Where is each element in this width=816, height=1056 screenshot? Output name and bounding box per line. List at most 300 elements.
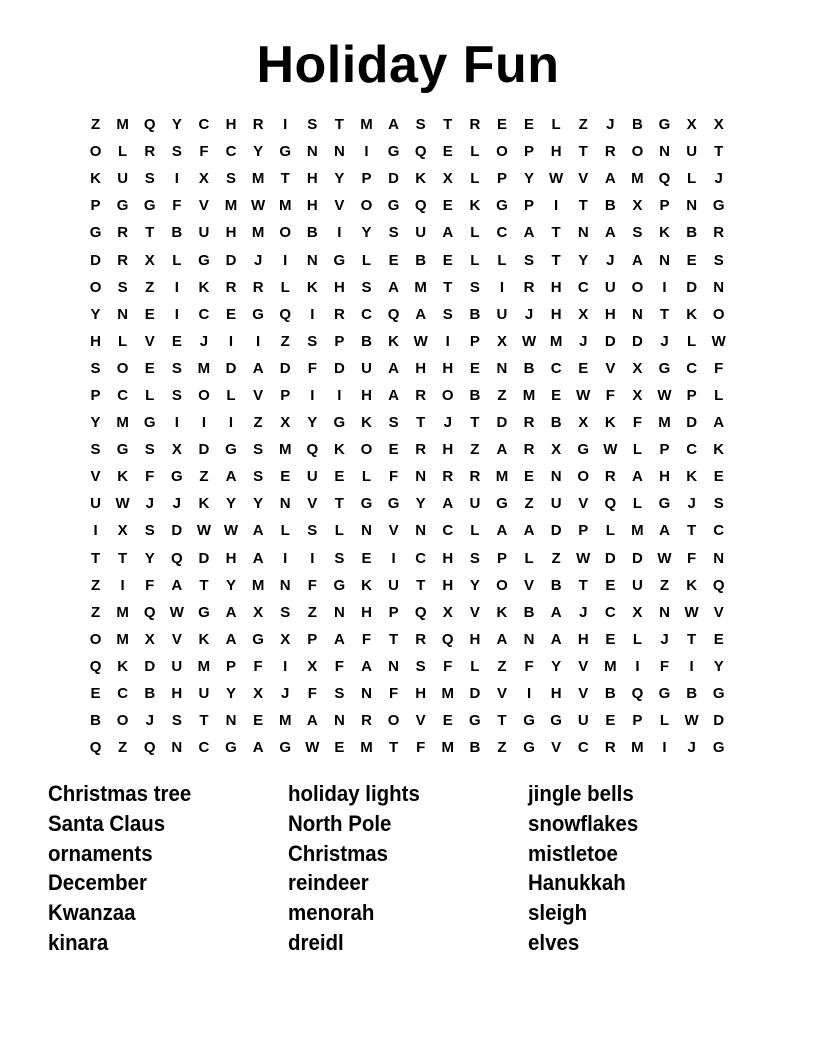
grid-cell[interactable]: R	[523, 278, 535, 296]
grid-cell[interactable]: A	[713, 414, 725, 432]
grid-cell[interactable]: G	[658, 495, 671, 513]
grid-cell[interactable]: K	[361, 414, 372, 432]
grid-cell[interactable]: C	[496, 224, 508, 242]
grid-cell[interactable]: I	[283, 549, 288, 567]
grid-cell[interactable]: Y	[226, 685, 237, 703]
grid-cell[interactable]: J	[579, 332, 588, 350]
grid-cell[interactable]: E	[280, 468, 291, 486]
grid-cell[interactable]: N	[171, 739, 183, 757]
grid-cell[interactable]: H	[604, 305, 616, 323]
grid-cell[interactable]: N	[333, 712, 345, 730]
grid-cell[interactable]: E	[551, 386, 562, 404]
grid-cell[interactable]: D	[279, 359, 291, 377]
grid-cell[interactable]: F	[388, 468, 399, 486]
grid-cell[interactable]: J	[579, 603, 588, 621]
grid-cell[interactable]: C	[550, 359, 562, 377]
grid-cell[interactable]: Y	[253, 495, 264, 513]
grid-cell[interactable]: S	[144, 170, 155, 188]
grid-cell[interactable]: J	[199, 332, 209, 350]
grid-cell[interactable]: S	[524, 251, 535, 269]
grid-cell[interactable]: G	[387, 495, 400, 513]
grid-cell[interactable]: T	[578, 143, 588, 161]
grid-cell[interactable]: Z	[659, 576, 670, 594]
grid-cell[interactable]: V	[551, 739, 562, 757]
grid-cell[interactable]: V	[578, 657, 589, 675]
grid-cell[interactable]: C	[686, 359, 698, 377]
grid-cell[interactable]: E	[90, 685, 101, 703]
grid-cell[interactable]: B	[550, 576, 562, 594]
grid-cell[interactable]: I	[120, 576, 125, 594]
grid-cell[interactable]: C	[604, 603, 616, 621]
grid-cell[interactable]: G	[252, 305, 264, 323]
grid-cell[interactable]: K	[604, 414, 616, 432]
grid-cell[interactable]: W	[413, 332, 428, 350]
grid-cell[interactable]: W	[223, 522, 239, 540]
grid-cell[interactable]: Z	[497, 386, 507, 404]
grid-cell[interactable]: M	[658, 414, 671, 432]
grid-cell[interactable]: G	[658, 685, 671, 703]
grid-cell[interactable]: A	[415, 305, 427, 323]
grid-cell[interactable]: M	[495, 468, 509, 486]
grid-cell[interactable]: T	[551, 251, 561, 269]
grid-cell[interactable]: B	[361, 332, 372, 350]
grid-cell[interactable]: E	[442, 143, 453, 161]
grid-cell[interactable]: S	[171, 712, 182, 730]
grid-cell[interactable]: A	[252, 549, 264, 567]
grid-cell[interactable]: X	[632, 386, 643, 404]
grid-cell[interactable]: W	[684, 603, 699, 621]
grid-cell[interactable]: M	[631, 170, 644, 188]
grid-cell[interactable]: E	[713, 468, 724, 486]
grid-cell[interactable]: S	[144, 441, 155, 459]
grid-cell[interactable]: Y	[226, 495, 237, 513]
grid-cell[interactable]: H	[333, 278, 345, 296]
grid-cell[interactable]: K	[198, 630, 210, 648]
grid-cell[interactable]: Q	[279, 305, 292, 323]
grid-cell[interactable]: N	[496, 359, 508, 377]
grid-cell[interactable]: F	[253, 657, 263, 675]
grid-cell[interactable]: S	[280, 603, 291, 621]
grid-cell[interactable]: I	[174, 414, 179, 432]
grid-cell[interactable]: C	[713, 522, 725, 540]
grid-cell[interactable]: A	[496, 522, 508, 540]
grid-cell[interactable]: K	[686, 305, 698, 323]
grid-cell[interactable]: H	[659, 468, 670, 486]
grid-cell[interactable]: V	[415, 712, 426, 730]
grid-cell[interactable]: T	[199, 576, 209, 594]
grid-cell[interactable]: S	[388, 414, 399, 432]
grid-cell[interactable]: R	[604, 739, 616, 757]
grid-cell[interactable]: M	[360, 739, 373, 757]
grid-cell[interactable]: P	[496, 170, 507, 188]
grid-cell[interactable]: D	[333, 359, 345, 377]
grid-cell[interactable]: O	[496, 576, 508, 594]
grid-cell[interactable]: B	[469, 305, 481, 323]
grid-cell[interactable]: M	[278, 197, 292, 215]
grid-cell[interactable]: F	[388, 685, 399, 703]
grid-cell[interactable]: T	[578, 576, 588, 594]
grid-cell[interactable]: N	[713, 278, 725, 296]
grid-cell[interactable]: M	[360, 116, 373, 134]
grid-cell[interactable]: B	[171, 224, 183, 242]
grid-cell[interactable]: D	[550, 522, 562, 540]
grid-cell[interactable]: G	[550, 712, 562, 730]
grid-cell[interactable]: C	[198, 739, 210, 757]
grid-cell[interactable]: G	[577, 441, 590, 459]
grid-cell[interactable]: H	[550, 305, 562, 323]
grid-cell[interactable]: I	[445, 332, 450, 350]
grid-cell[interactable]: B	[632, 116, 643, 134]
grid-cell[interactable]: T	[280, 170, 290, 188]
grid-cell[interactable]: M	[116, 414, 129, 432]
grid-cell[interactable]: U	[496, 305, 508, 323]
grid-cell[interactable]: M	[631, 739, 644, 757]
grid-cell[interactable]: L	[632, 441, 642, 459]
grid-cell[interactable]: E	[388, 251, 399, 269]
grid-cell[interactable]: N	[279, 495, 291, 513]
grid-cell[interactable]: T	[388, 739, 399, 757]
grid-cell[interactable]: P	[361, 170, 372, 188]
grid-cell[interactable]: B	[604, 685, 616, 703]
grid-cell[interactable]: Z	[524, 495, 534, 513]
grid-cell[interactable]: O	[116, 359, 129, 377]
grid-cell[interactable]: I	[526, 685, 532, 703]
grid-cell[interactable]: S	[469, 549, 480, 567]
grid-cell[interactable]: M	[224, 197, 238, 215]
grid-cell[interactable]: N	[632, 305, 643, 323]
grid-cell[interactable]: I	[662, 739, 667, 757]
grid-cell[interactable]: E	[361, 549, 372, 567]
grid-cell[interactable]: T	[443, 278, 453, 296]
grid-cell[interactable]: O	[89, 143, 102, 161]
grid-cell[interactable]: Y	[144, 549, 155, 567]
grid-cell[interactable]: G	[143, 414, 156, 432]
grid-cell[interactable]: Q	[387, 305, 400, 323]
grid-cell[interactable]: X	[198, 170, 209, 188]
grid-cell[interactable]: F	[524, 657, 534, 675]
grid-cell[interactable]: J	[687, 495, 696, 513]
grid-cell[interactable]: E	[442, 712, 453, 730]
grid-cell[interactable]: A	[225, 603, 237, 621]
grid-cell[interactable]: R	[415, 386, 427, 404]
grid-cell[interactable]: H	[415, 685, 427, 703]
grid-cell[interactable]: H	[550, 278, 562, 296]
grid-cell[interactable]: D	[90, 251, 101, 269]
grid-cell[interactable]: P	[280, 386, 291, 404]
grid-cell[interactable]: Q	[143, 603, 156, 621]
grid-cell[interactable]: O	[631, 143, 644, 161]
grid-cell[interactable]: H	[225, 549, 237, 567]
grid-cell[interactable]: G	[170, 468, 183, 486]
grid-cell[interactable]: D	[604, 332, 616, 350]
grid-cell[interactable]: L	[145, 386, 155, 404]
grid-cell[interactable]: M	[251, 170, 265, 188]
grid-cell[interactable]: U	[171, 657, 183, 675]
grid-cell[interactable]: T	[470, 414, 480, 432]
grid-cell[interactable]: T	[145, 224, 155, 242]
grid-cell[interactable]: I	[635, 657, 640, 675]
grid-cell[interactable]: F	[443, 657, 453, 675]
grid-cell[interactable]: A	[388, 278, 399, 296]
grid-cell[interactable]: V	[496, 685, 507, 703]
grid-cell[interactable]: V	[171, 630, 182, 648]
grid-cell[interactable]: N	[117, 305, 129, 323]
grid-cell[interactable]: R	[415, 441, 427, 459]
grid-cell[interactable]: X	[632, 359, 643, 377]
grid-cell[interactable]: S	[388, 224, 399, 242]
grid-cell[interactable]: J	[172, 495, 181, 513]
grid-cell[interactable]: W	[576, 549, 591, 567]
grid-cell[interactable]: O	[89, 630, 102, 648]
grid-cell[interactable]: L	[118, 332, 128, 350]
grid-cell[interactable]: D	[198, 549, 210, 567]
grid-cell[interactable]: L	[524, 549, 534, 567]
grid-cell[interactable]: N	[361, 685, 372, 703]
grid-cell[interactable]: R	[415, 630, 427, 648]
grid-cell[interactable]: A	[252, 359, 264, 377]
grid-cell[interactable]: X	[632, 603, 643, 621]
grid-cell[interactable]: E	[713, 630, 724, 648]
grid-cell[interactable]: F	[145, 576, 155, 594]
grid-cell[interactable]: O	[89, 278, 102, 296]
grid-cell[interactable]: T	[199, 712, 209, 730]
grid-cell[interactable]: O	[360, 197, 373, 215]
grid-cell[interactable]: E	[388, 441, 399, 459]
grid-cell[interactable]: U	[198, 685, 210, 703]
grid-cell[interactable]: D	[171, 522, 183, 540]
grid-cell[interactable]: T	[334, 116, 344, 134]
grid-cell[interactable]: P	[686, 386, 697, 404]
grid-cell[interactable]: J	[524, 305, 534, 323]
grid-cell[interactable]: Q	[306, 441, 319, 459]
grid-cell[interactable]: U	[306, 468, 318, 486]
grid-cell[interactable]: B	[523, 603, 535, 621]
grid-cell[interactable]: K	[388, 332, 399, 350]
grid-cell[interactable]: A	[388, 386, 399, 404]
grid-cell[interactable]: G	[712, 197, 725, 215]
grid-cell[interactable]: X	[442, 170, 453, 188]
grid-cell[interactable]: I	[554, 197, 559, 215]
grid-cell[interactable]: B	[604, 197, 616, 215]
grid-cell[interactable]: B	[144, 685, 156, 703]
grid-cell[interactable]: W	[657, 386, 672, 404]
grid-cell[interactable]: U	[361, 359, 372, 377]
grid-cell[interactable]: G	[198, 603, 210, 621]
grid-cell[interactable]: C	[442, 522, 454, 540]
grid-cell[interactable]: R	[523, 414, 535, 432]
grid-cell[interactable]: D	[496, 414, 508, 432]
grid-cell[interactable]: R	[252, 278, 264, 296]
grid-cell[interactable]: F	[334, 657, 344, 675]
grid-cell[interactable]: I	[662, 278, 667, 296]
grid-cell[interactable]: S	[442, 305, 453, 323]
grid-cell[interactable]: S	[469, 278, 480, 296]
grid-cell[interactable]: L	[714, 386, 724, 404]
grid-cell[interactable]: D	[198, 441, 210, 459]
grid-cell[interactable]: I	[283, 251, 288, 269]
grid-cell[interactable]: T	[388, 630, 399, 648]
grid-cell[interactable]: E	[524, 468, 535, 486]
grid-cell[interactable]: Q	[170, 549, 183, 567]
grid-cell[interactable]: T	[687, 630, 697, 648]
grid-cell[interactable]: B	[686, 685, 698, 703]
grid-cell[interactable]: C	[117, 386, 129, 404]
grid-cell[interactable]: W	[576, 386, 591, 404]
grid-cell[interactable]: N	[388, 657, 399, 675]
grid-cell[interactable]: A	[659, 522, 670, 540]
grid-cell[interactable]: Z	[118, 739, 128, 757]
grid-cell[interactable]: Z	[497, 739, 507, 757]
grid-cell[interactable]: T	[497, 712, 507, 730]
grid-cell[interactable]: N	[659, 251, 670, 269]
grid-cell[interactable]: C	[577, 278, 589, 296]
grid-cell[interactable]: T	[578, 197, 588, 215]
grid-cell[interactable]: T	[416, 576, 426, 594]
grid-cell[interactable]: J	[281, 685, 290, 703]
grid-cell[interactable]: X	[171, 441, 182, 459]
grid-cell[interactable]: S	[144, 522, 155, 540]
grid-cell[interactable]: N	[577, 224, 589, 242]
grid-cell[interactable]: A	[632, 251, 643, 269]
grid-cell[interactable]: G	[387, 197, 400, 215]
grid-cell[interactable]: N	[415, 468, 427, 486]
grid-cell[interactable]: I	[174, 170, 179, 188]
grid-cell[interactable]: V	[144, 332, 155, 350]
grid-cell[interactable]: D	[686, 414, 698, 432]
grid-cell[interactable]: A	[388, 359, 399, 377]
grid-cell[interactable]: G	[89, 224, 102, 242]
grid-cell[interactable]: R	[469, 468, 481, 486]
grid-cell[interactable]: H	[225, 116, 237, 134]
grid-cell[interactable]: R	[713, 224, 725, 242]
grid-cell[interactable]: W	[521, 332, 537, 350]
grid-cell[interactable]: T	[334, 495, 344, 513]
grid-cell[interactable]: X	[632, 197, 643, 215]
grid-cell[interactable]: E	[144, 305, 155, 323]
grid-cell[interactable]: K	[686, 468, 698, 486]
grid-cell[interactable]: N	[686, 197, 698, 215]
grid-cell[interactable]: A	[604, 170, 616, 188]
grid-cell[interactable]: X	[253, 603, 264, 621]
grid-cell[interactable]: E	[469, 359, 480, 377]
grid-cell[interactable]: V	[469, 603, 480, 621]
grid-cell[interactable]: F	[714, 359, 724, 377]
grid-cell[interactable]: T	[659, 305, 670, 323]
grid-cell[interactable]: K	[415, 170, 427, 188]
grid-cell[interactable]: V	[578, 170, 589, 188]
grid-cell[interactable]: N	[306, 251, 318, 269]
grid-cell[interactable]: U	[388, 576, 399, 594]
grid-cell[interactable]: F	[632, 414, 642, 432]
grid-cell[interactable]: A	[550, 603, 562, 621]
grid-cell[interactable]: A	[550, 630, 562, 648]
grid-cell[interactable]: W	[711, 332, 726, 350]
grid-cell[interactable]: Z	[90, 116, 101, 134]
grid-cell[interactable]: H	[361, 603, 372, 621]
grid-cell[interactable]: I	[391, 549, 396, 567]
grid-cell[interactable]: O	[116, 712, 129, 730]
grid-cell[interactable]: U	[632, 576, 643, 594]
grid-cell[interactable]: F	[605, 386, 615, 404]
grid-cell[interactable]: I	[310, 549, 315, 567]
grid-cell[interactable]: W	[684, 712, 699, 730]
grid-cell[interactable]: L	[470, 522, 480, 540]
grid-cell[interactable]: B	[469, 386, 481, 404]
grid-cell[interactable]: G	[279, 739, 292, 757]
grid-cell[interactable]: P	[307, 630, 318, 648]
grid-cell[interactable]: G	[333, 251, 346, 269]
grid-cell[interactable]: J	[606, 116, 615, 134]
grid-cell[interactable]: M	[197, 359, 211, 377]
grid-cell[interactable]: E	[686, 251, 697, 269]
grid-cell[interactable]: I	[228, 332, 234, 350]
grid-cell[interactable]: E	[605, 712, 616, 730]
grid-cell[interactable]: L	[334, 522, 344, 540]
grid-cell[interactable]: U	[415, 224, 427, 242]
grid-cell[interactable]: F	[307, 685, 317, 703]
grid-cell[interactable]: B	[306, 224, 318, 242]
grid-cell[interactable]: R	[225, 278, 237, 296]
grid-cell[interactable]: P	[496, 549, 507, 567]
grid-cell[interactable]: M	[251, 576, 265, 594]
grid-cell[interactable]: Y	[524, 170, 535, 188]
grid-cell[interactable]: N	[550, 468, 562, 486]
grid-cell[interactable]: X	[144, 630, 155, 648]
grid-cell[interactable]: W	[305, 739, 320, 757]
grid-cell[interactable]: U	[469, 495, 481, 513]
grid-cell[interactable]: K	[686, 576, 698, 594]
grid-cell[interactable]: L	[497, 251, 507, 269]
grid-cell[interactable]: P	[226, 657, 237, 675]
grid-cell[interactable]: B	[469, 739, 481, 757]
grid-cell[interactable]: C	[117, 685, 129, 703]
grid-cell[interactable]: G	[496, 197, 508, 215]
grid-cell[interactable]: M	[549, 332, 563, 350]
grid-cell[interactable]: R	[117, 224, 129, 242]
grid-cell[interactable]: I	[689, 657, 694, 675]
grid-cell[interactable]: L	[118, 143, 128, 161]
grid-cell[interactable]: M	[441, 685, 455, 703]
grid-cell[interactable]: M	[116, 630, 129, 648]
grid-cell[interactable]: M	[604, 657, 617, 675]
grid-cell[interactable]: I	[364, 143, 369, 161]
grid-cell[interactable]: N	[361, 522, 372, 540]
grid-cell[interactable]: Y	[578, 251, 589, 269]
grid-cell[interactable]: R	[333, 305, 345, 323]
grid-cell[interactable]: A	[388, 116, 399, 134]
grid-cell[interactable]: E	[442, 197, 453, 215]
grid-cell[interactable]: G	[252, 630, 264, 648]
grid-cell[interactable]: I	[174, 278, 179, 296]
grid-cell[interactable]: S	[415, 657, 426, 675]
grid-cell[interactable]: V	[334, 197, 345, 215]
grid-cell[interactable]: O	[441, 386, 454, 404]
grid-cell[interactable]: A	[252, 522, 264, 540]
grid-cell[interactable]: G	[523, 739, 535, 757]
grid-cell[interactable]: G	[523, 712, 535, 730]
grid-cell[interactable]: E	[334, 739, 345, 757]
grid-cell[interactable]: Z	[578, 116, 588, 134]
grid-cell[interactable]: O	[631, 278, 644, 296]
grid-cell[interactable]: I	[283, 116, 288, 134]
grid-cell[interactable]: P	[632, 712, 643, 730]
grid-cell[interactable]: A	[252, 739, 264, 757]
grid-cell[interactable]: Z	[253, 414, 263, 432]
grid-cell[interactable]: Q	[414, 143, 427, 161]
grid-cell[interactable]: O	[496, 143, 508, 161]
grid-cell[interactable]: L	[470, 657, 480, 675]
grid-cell[interactable]: S	[307, 522, 318, 540]
